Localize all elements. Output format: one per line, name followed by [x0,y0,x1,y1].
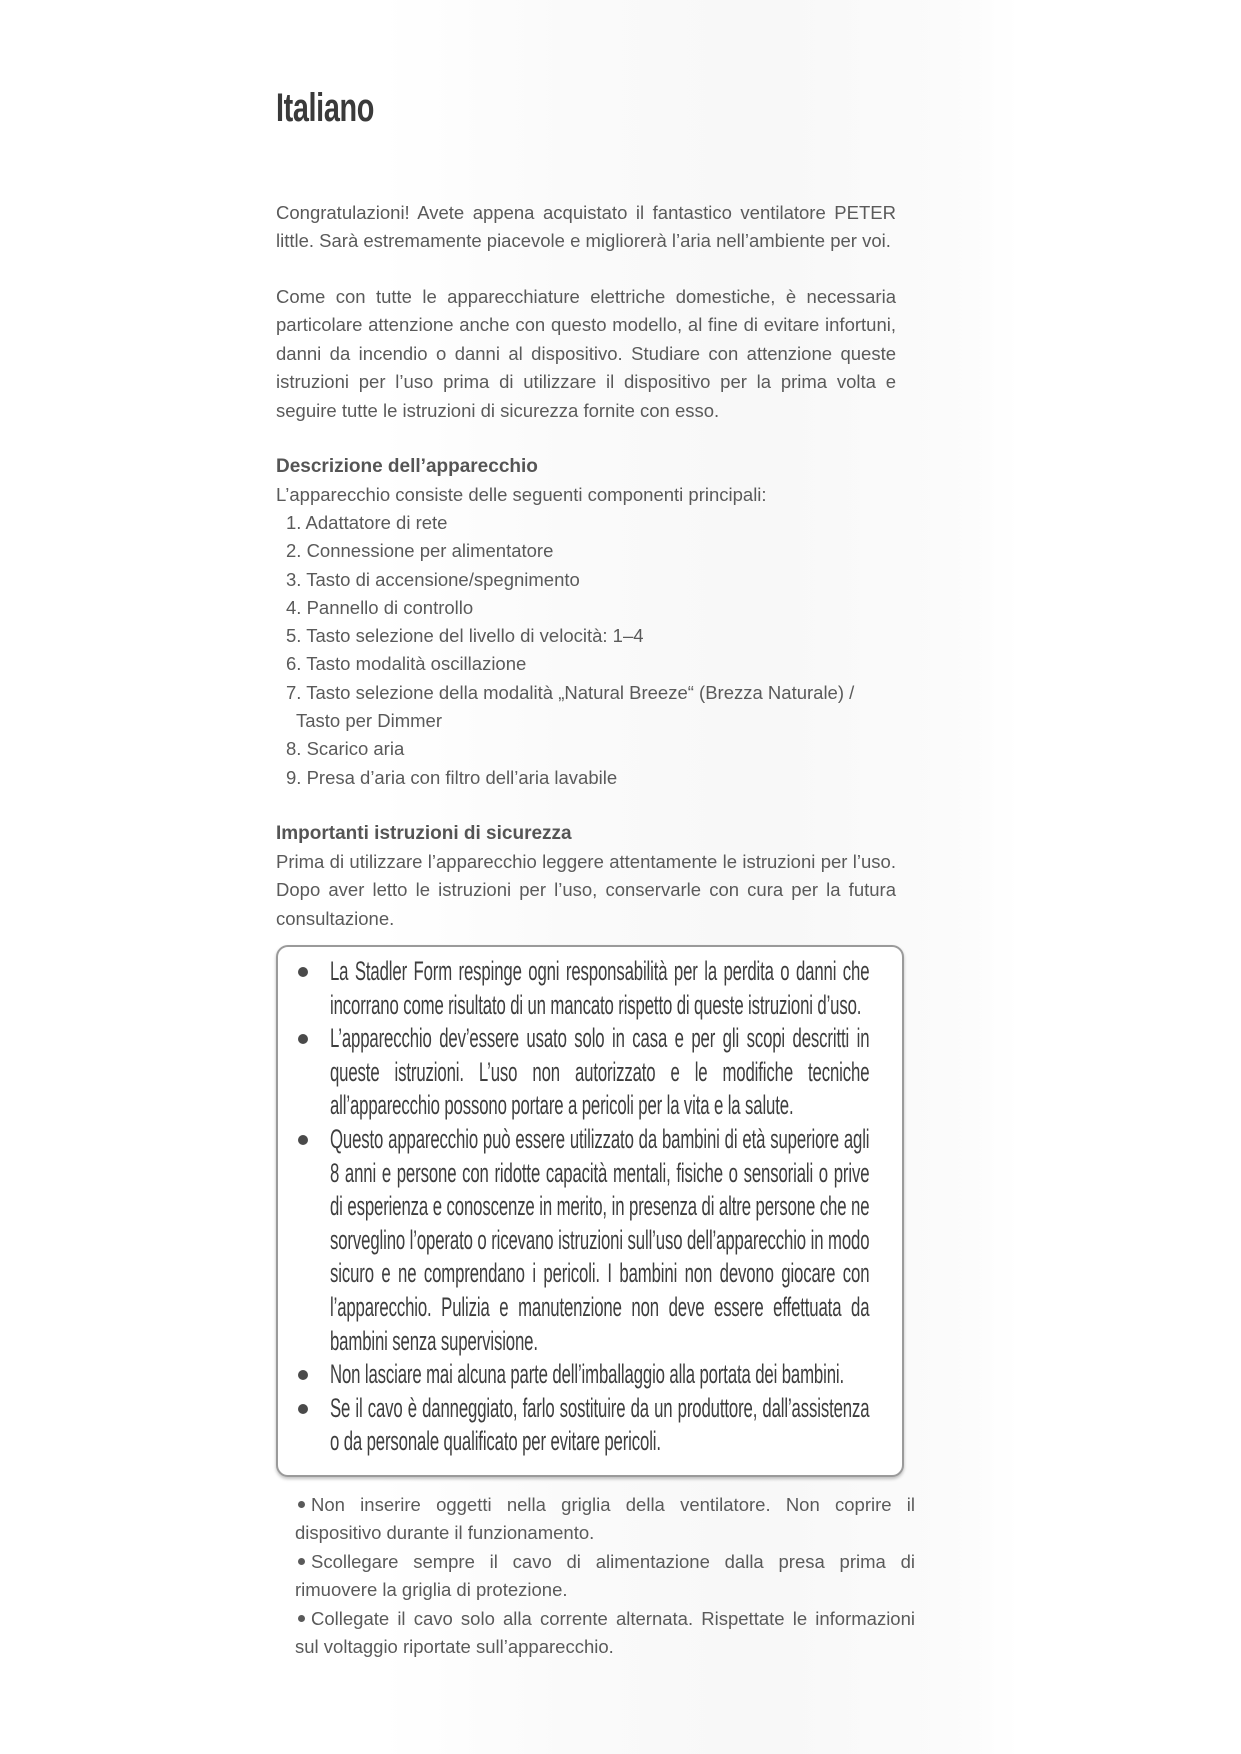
list-item: 3. Tasto di accensione/spegnimento [286,568,580,590]
list-item [295,1491,915,1548]
bullet-icon [298,1615,305,1622]
bullet-icon [298,1558,305,1565]
list-item: 1. Adattatore di rete [286,512,448,533]
list-item: 8. Scarico aria [286,738,405,760]
warning-text: Questo apparecchio può essere utilizzato da bambini di età superiore agli 8 anni e persone con ridotte capacità mentali, fisiche o sensoriali o prive di esperienza e conoscenze in merito, in presenza di altre persone che ne sorveglino l’operato o ricevano istruzioni sull’uso dell’apparecchio in modo sicuro e ne comprendano i pericoli. I bambini non devono giocare con l’apparecchio. Pulizia e manutenzione non deve essere effettuata da bambini senza supervisione. [330,1123,870,1356]
additional-warning-list [295,1491,915,1661]
list-item-continuation: Tasto per Dimmer [296,710,442,732]
warning-text: La Stadler Form respinge ogni responsabilità per la perdita o danni che incorrano come risultato di un mancato rispetto di queste istruzioni d’uso. [330,956,870,1020]
safety-warning-box [276,945,904,1477]
warning-text: Non inserire oggetti nella griglia della ventilatore. Non coprire il dispositivo durante il funzionamento. [295,1494,915,1544]
warning-text: Collegate il cavo solo alla corrente alternata. Rispettate le informazioni sul voltaggio riportate sull’apparecchio. [295,1607,915,1658]
list-item [295,1605,915,1662]
boxed-warning-list [294,955,874,1459]
bullet-icon [298,1370,308,1380]
list-item [294,1022,874,1123]
safety-heading: Importanti istruzioni di sicurezza [276,823,572,844]
safety-lead: Prima di utilizzare l’apparecchio leggere attentamente le istruzioni per l’uso. Dopo aver letto le istruzioni per l’uso, conservarle con cura per la futura consultazione. [276,851,896,929]
bullet-icon [298,1501,305,1508]
list-item [294,955,874,1022]
list-item [294,1392,874,1459]
caution-paragraph: Come con tutte le apparecchiature elettriche domestiche, è necessaria particolare attenzione anche con questo modello, al fine di evitare infortuni, danni da incendio o danni al dispositivo. Studiare con attenzione queste istruzioni per l’uso prima di utilizzare il dispositivo per la prima volta e seguire tutte le istruzioni di sicurezza fornite con esso. [276,286,896,421]
page-title: Italiano [276,86,374,130]
warning-text: L’apparecchio dev’essere usato solo in casa e per gli scopi descritti in queste istruzioni. L’uso non autorizzato e le modifiche tecniche all’apparecchio possono portare a pericoli per la vita e la salute. [330,1023,870,1121]
bullet-icon [298,1034,308,1044]
description-lead: L’apparecchio consiste delle seguenti componenti principali: [276,484,767,505]
list-item [294,1123,874,1358]
list-item: 7. Tasto selezione della modalità „Natural Breeze“ (Brezza Naturale) / [286,681,855,703]
list-item: 9. Presa d’aria con filtro dell’aria lavabile [286,766,618,788]
list-item [295,1548,915,1605]
warning-text: Scollegare sempre il cavo di alimentazione dalla presa prima di rimuovere la griglia di protezione. [295,1550,915,1601]
list-item: 4. Pannello di controllo [286,596,474,618]
list-item: 2. Connessione per alimentatore [286,540,554,562]
warning-text: Non lasciare mai alcuna parte dell’imballaggio alla portata dei bambini. [330,1359,845,1390]
warning-text: Se il cavo è danneggiato, farlo sostituire da un produttore, dall’assistenza o da personale qualificato per evitare pericoli. [330,1392,870,1457]
list-item: 6. Tasto modalità oscillazione [286,653,527,675]
bullet-icon [298,1135,308,1145]
bullet-icon [298,1404,308,1414]
components-list [286,509,886,792]
list-item [294,1358,874,1392]
bullet-icon [298,967,308,977]
list-item: 5. Tasto selezione del livello di velocità: 1–4 [286,625,644,647]
description-heading: Descrizione dell’apparecchio [276,456,538,477]
intro-paragraph: Congratulazioni! Avete appena acquistato il fantastico ventilatore PETER little. Sarà estremamente piacevole e migliorerà l’aria nell’ambiente per voi. [276,202,896,252]
